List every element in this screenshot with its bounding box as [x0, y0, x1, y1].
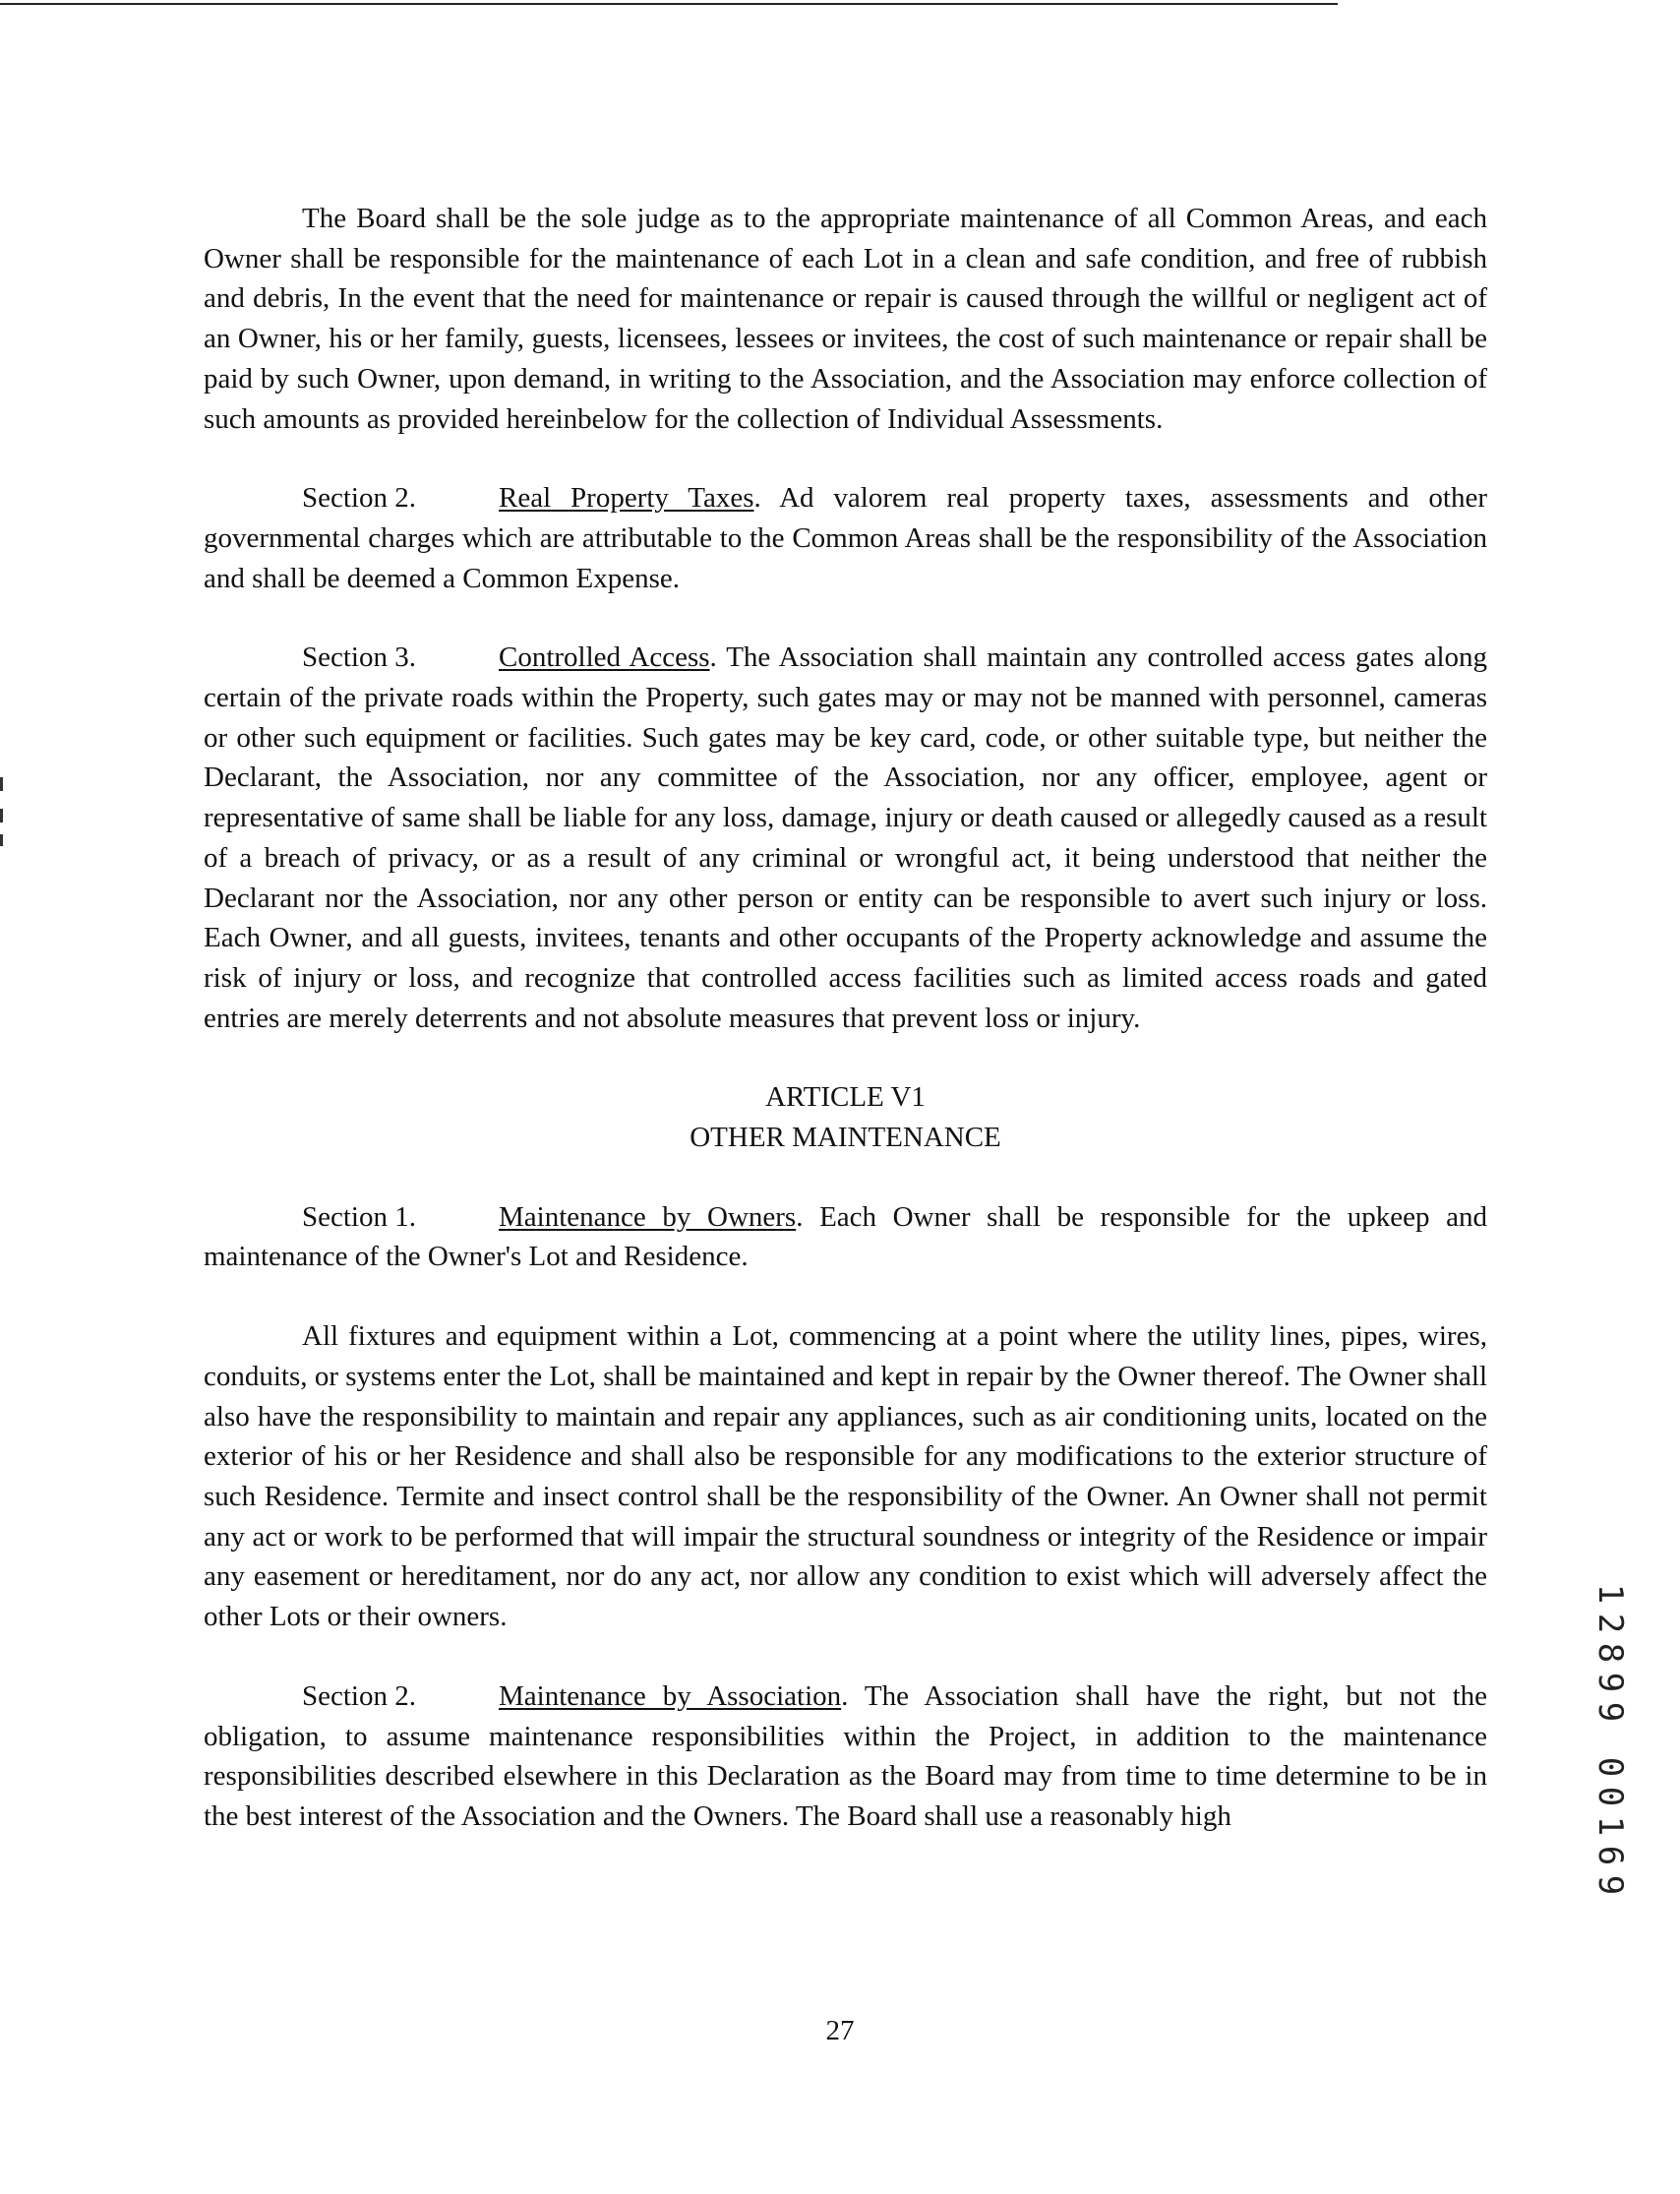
section-real-property-taxes	[204, 478, 1487, 598]
section-text: . The Association shall maintain any controlled access gates along certain of the private roads within the Property, such gates may or may not be manned with personnel, cameras or other such equipment or facilities. Such gates may be key card, code, or other suitable type, but neither the Declarant, the Association, nor any committee of the Association, nor any officer, employee, agent or representative of same shall be liable for any loss, damage, injury or death caused or allegedly caused as a result of a breach of privacy, or as a result of any criminal or wrongful act, it being understood that neither the Declarant nor the Association, nor any other person or entity can be responsible to avert such injury or loss. Each Owner, and all guests, invitees, tenants and other occupants of the Property acknowledge and assume the risk of injury or loss, and recognize that controlled access facilities such as limited access roads and gated entries are merely deterrents and not absolute measures that prevent loss or injury.	[204, 641, 1487, 1034]
page-number: 27	[825, 2015, 855, 2046]
scan-left-edge-mark	[0, 834, 3, 846]
scan-top-edge-line	[0, 3, 1338, 5]
section-title: Maintenance by Owners	[499, 1200, 797, 1233]
stamp-digit: 9	[1590, 1701, 1630, 1723]
stamp-digit: 8	[1590, 1642, 1630, 1664]
section-text: . The Association shall have the right, but not the obligation, to assume maintenance responsibilities within the Project, in addition to the maintenance responsibilities described elsewhere in this Declaration as the Board may from time to time determine to be in the best interest of the Association and the Owners. The Board shall use a reasonably high	[204, 1679, 1487, 1832]
section-text: . Ad valorem real property taxes, assessments and other governmental charges which are attributable to the Common Areas shall be the responsibility of the Association and shall be deemed a Common Expense.	[204, 482, 1487, 594]
stamp-digit: 1	[1590, 1583, 1630, 1605]
scan-left-edge-mark	[0, 777, 3, 791]
section-label: Section 1.	[302, 1200, 416, 1233]
article-title: OTHER MAINTENANCE	[690, 1122, 1001, 1154]
section-label: Section 3.	[302, 641, 416, 674]
stamp-digit: 6	[1590, 1845, 1630, 1866]
section-title: Real Property Taxes	[499, 482, 754, 515]
section-maintenance-by-association	[204, 1676, 1487, 1837]
stamp-digit: 1	[1590, 1815, 1630, 1837]
section-title: Controlled Access	[499, 641, 710, 674]
article-heading	[204, 1077, 1487, 1157]
scan-left-edge-mark	[0, 809, 3, 823]
stamp-digit: 9	[1590, 1672, 1630, 1693]
document-body	[204, 199, 1487, 1837]
stamp-digit: 9	[1590, 1874, 1630, 1896]
stamp-digit: 2	[1590, 1613, 1630, 1634]
section-label: Section 2.	[302, 1679, 416, 1712]
section-maintenance-by-owners	[204, 1197, 1487, 1277]
section-controlled-access	[204, 638, 1487, 1038]
recording-number-stamp	[1586, 1579, 1635, 1900]
fixtures-paragraph: All fixtures and equipment within a Lot, commencing at a point where the utility lines, pipes, wires, conduits, or systems enter the Lot, shall be maintained and kept in repair by the Owner thereof. The Owner shall also have the responsibility to maintain and repair any appliances, such as air conditioning units, located on the exterior of his or her Residence and shall also be responsible for any modifications to the exterior structure of such Residence. Termite and insect control shall be the responsibility of the Owner. An Owner shall not permit any act or work to be performed that will impair the structural soundness or integrity of the Residence or impair any easement or hereditament, nor do any act, nor allow any condition to exist which will adversely affect the other Lots or their owners.	[204, 1320, 1487, 1633]
section-title: Maintenance by Association	[499, 1679, 842, 1712]
article-number: ARTICLE V1	[765, 1081, 926, 1114]
stamp-digit: 0	[1590, 1786, 1630, 1807]
stamp-digit: 0	[1590, 1756, 1630, 1778]
intro-paragraph: The Board shall be the sole judge as to the appropriate maintenance of all Common Areas, and each Owner shall be responsible for the maintenance of each Lot in a clean and safe condition, and free of rubbish and debris, In the event that the need for maintenance or repair is caused through the willful or negligent act of an Owner, his or her family, guests, licensees, lessees or invitees, the cost of such maintenance or repair shall be paid by such Owner, upon demand, in writing to the Association, and the Association may enforce collection of such amounts as provided hereinbelow for the collection of Individual Assessments.	[204, 203, 1487, 435]
section-label: Section 2.	[302, 482, 416, 515]
section-text: . Each Owner shall be responsible for the upkeep and maintenance of the Owner's Lot and Residence.	[204, 1200, 1487, 1273]
